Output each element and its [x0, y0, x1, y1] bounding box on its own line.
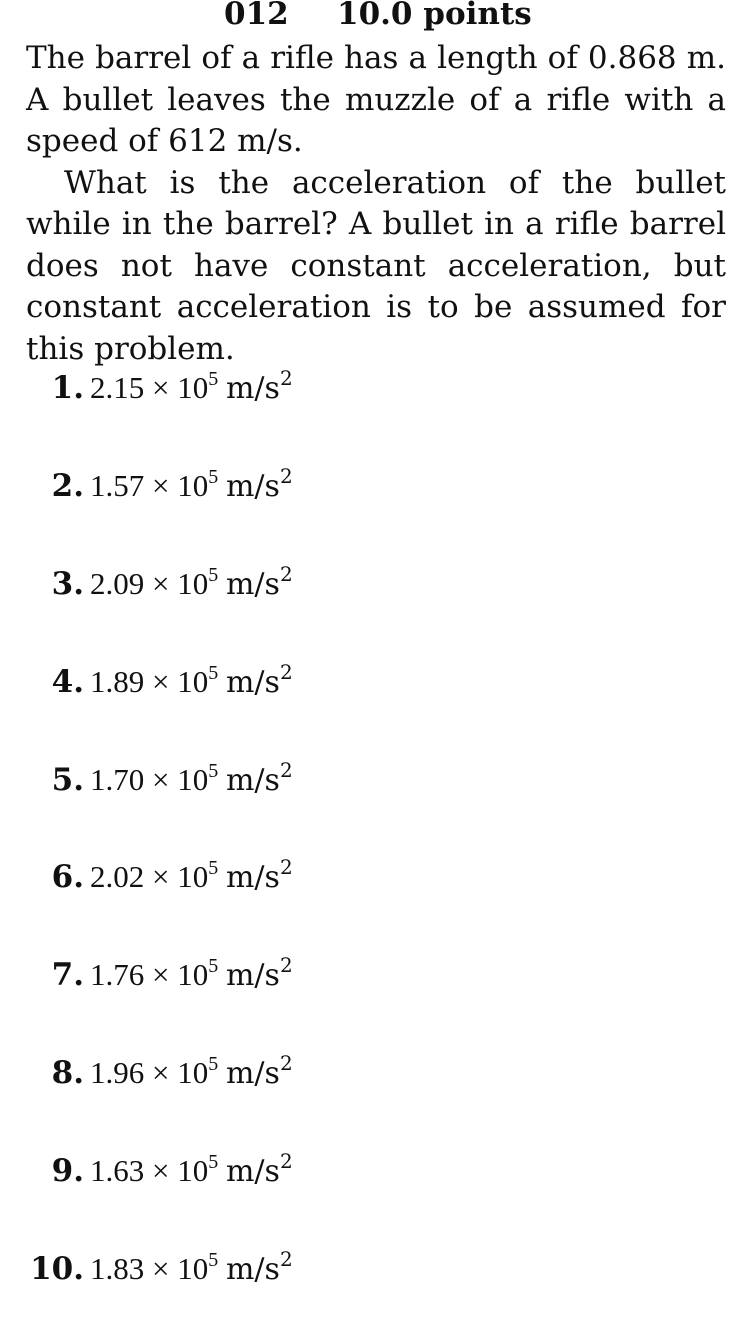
answer-choice-8[interactable]: [0, 1051, 500, 1095]
choice-value: $1.57 \times 10^5$ $m/s^2$: [90, 464, 293, 504]
choice-value: $1.89 \times 10^5$ $m/s^2$: [90, 660, 293, 700]
choice-value: $2.02 \times 10^5$ $m/s^2$: [90, 855, 293, 895]
choice-label: 2.: [51, 468, 84, 504]
choice-value: $2.09 \times 10^5$ $m/s^2$: [90, 562, 293, 602]
choice-label: 8.: [51, 1055, 84, 1091]
choice-value: $1.70 \times 10^5$ $m/s^2$: [90, 758, 293, 798]
answer-choice-6[interactable]: [0, 855, 500, 899]
choice-label: 7.: [51, 957, 84, 993]
choice-label: 5.: [51, 762, 84, 798]
answer-choice-2[interactable]: [0, 464, 500, 508]
problem-points: 10.0 points: [337, 0, 532, 32]
choice-label: 10.: [30, 1251, 84, 1287]
answer-choice-3[interactable]: [0, 562, 500, 606]
answer-choice-4[interactable]: [0, 660, 500, 704]
problem-header: [0, 0, 756, 32]
choice-value: $1.76 \times 10^5$ $m/s^2$: [90, 953, 293, 993]
choice-value: $1.96 \times 10^5$ $m/s^2$: [90, 1051, 293, 1091]
problem-paragraph-2: What is the acceleration of the bullet while in the barrel? A bullet in a rifle barrel does not have constant acceleration, but constant acceleration is to be assumed for this problem.: [26, 164, 726, 367]
problem-statement: [26, 38, 726, 370]
answer-choice-5[interactable]: [0, 758, 500, 802]
choice-label: 6.: [51, 859, 84, 895]
choice-value: $1.63 \times 10^5$ $m/s^2$: [90, 1149, 293, 1189]
answer-choice-9[interactable]: [0, 1149, 500, 1193]
choice-label: 3.: [51, 566, 84, 602]
answer-choice-7[interactable]: [0, 953, 500, 997]
answer-choice-1[interactable]: [0, 366, 500, 410]
choice-label: 1.: [51, 370, 84, 406]
problem-paragraph-1: The barrel of a rifle has a length of 0.868 m. A bullet leaves the muzzle of a rifle with a speed of 612 m/s.: [26, 40, 726, 159]
problem-number: 012: [224, 0, 289, 32]
choice-value: $1.83 \times 10^5$ $m/s^2$: [90, 1247, 293, 1287]
answer-choice-10[interactable]: [0, 1247, 500, 1291]
choice-label: 4.: [51, 664, 84, 700]
choice-value: $2.15 \times 10^5$ $m/s^2$: [90, 366, 293, 406]
choice-label: 9.: [51, 1153, 84, 1189]
